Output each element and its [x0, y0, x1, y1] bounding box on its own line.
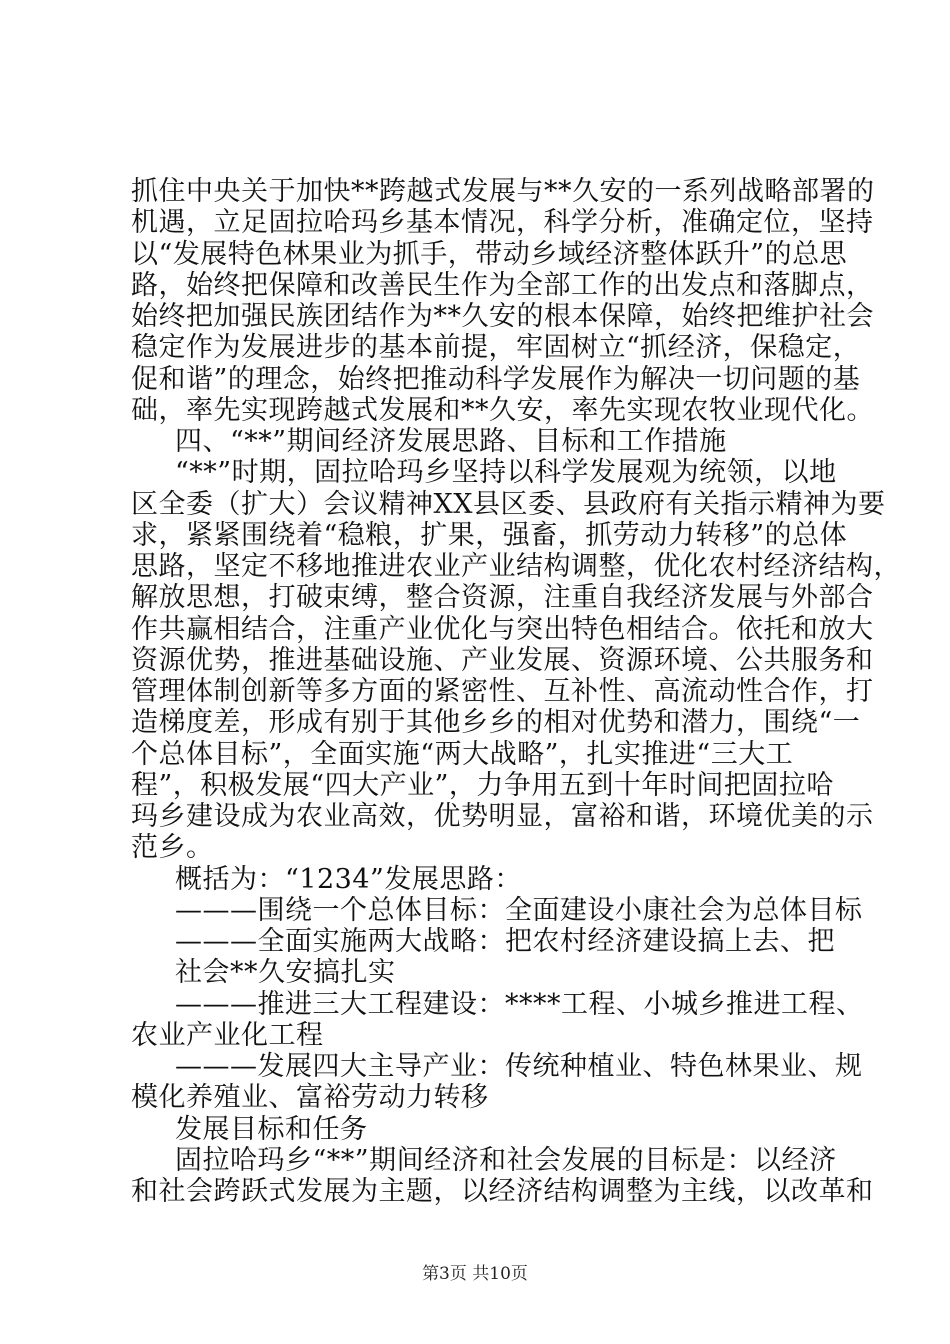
text-line: 抓住中央关于加快**跨越式发展与**久安的一系列战略部署的 — [131, 176, 875, 207]
section-heading: 四、“**”期间经济发展思路、目标和工作措施 — [175, 426, 727, 457]
text-line: 作共赢相结合，注重产业优化与突出特色相结合。依托和放大 — [131, 614, 874, 645]
text-line: 固拉哈玛乡“**”期间经济和社会发展的目标是：以经济 — [175, 1145, 837, 1176]
text-line: “**”时期，固拉哈玛乡坚持以科学发展观为统领，以地 — [175, 457, 837, 488]
list-item: ———围绕一个总体目标：全面建设小康社会为总体目标 — [175, 895, 863, 926]
list-item: ———全面实施两大战略：把农村经济建设搞上去、把 — [175, 926, 835, 957]
text-line: 概括为：“1234”发展思路： — [175, 864, 522, 895]
subsection-heading: 发展目标和任务 — [175, 1114, 368, 1145]
list-item-continued: 社会**久安搞扎实 — [175, 957, 396, 988]
list-item-continued: 模化养殖业、富裕劳动力转移 — [131, 1082, 489, 1113]
text-line: 造梯度差，形成有别于其他乡乡的相对优势和潜力，围绕“一 — [131, 707, 861, 738]
text-line: 玛乡建设成为农业高效，优势明显，富裕和谐，环境优美的示 — [131, 801, 874, 832]
text-line: 个总体目标”，全面实施“两大战略”，扎实推进“三大工 — [131, 739, 794, 770]
text-line: 管理体制创新等多方面的紧密性、互补性、高流动性合作，打 — [131, 676, 874, 707]
text-line: 资源优势，推进基础设施、产业发展、资源环境、公共服务和 — [131, 645, 874, 676]
text-line: 础，率先实现跨越式发展和**久安，率先实现农牧业现代化。 — [131, 395, 874, 426]
list-item: ———发展四大主导产业：传统种植业、特色林果业、规 — [175, 1051, 863, 1082]
text-line: 程”，积极发展“四大产业”，力争用五到十年时间把固拉哈 — [131, 770, 834, 801]
text-line: 求，紧紧围绕着“稳粮，扩果，强畜，抓劳动力转移”的总体 — [131, 520, 848, 551]
text-line: 范乡。 — [131, 832, 214, 863]
text-line: 稳定作为发展进步的基本前提，牢固树立“抓经济，保稳定， — [131, 332, 861, 363]
page-footer: 第3页 共10页 — [422, 1264, 528, 1284]
list-item-continued: 农业产业化工程 — [131, 1020, 324, 1051]
text-line: 思路，坚定不移地推进农业产业结构调整，优化农村经济结构， — [131, 551, 901, 582]
text-line: 解放思想，打破束缚，整合资源，注重自我经济发展与外部合 — [131, 582, 874, 613]
text-line: 和社会跨跃式发展为主题，以经济结构调整为主线，以改革和 — [131, 1176, 874, 1207]
list-item: ———推进三大工程建设：****工程、小城乡推进工程、 — [175, 989, 864, 1020]
text-line: 机遇，立足固拉哈玛乡基本情况，科学分析，准确定位，坚持 — [131, 207, 874, 238]
text-line: 以“发展特色林果业为抓手，带动乡域经济整体跃升”的总思 — [131, 239, 848, 270]
text-line: 路，始终把保障和改善民生作为全部工作的出发点和落脚点， — [131, 270, 874, 301]
text-line: 区全委（扩大）会议精神XX县区委、县政府有关指示精神为要 — [131, 489, 886, 520]
text-line: 促和谐”的理念，始终把推动科学发展作为解决一切问题的基 — [131, 364, 861, 395]
text-line: 始终把加强民族团结作为**久安的根本保障，始终把维护社会 — [131, 301, 874, 332]
